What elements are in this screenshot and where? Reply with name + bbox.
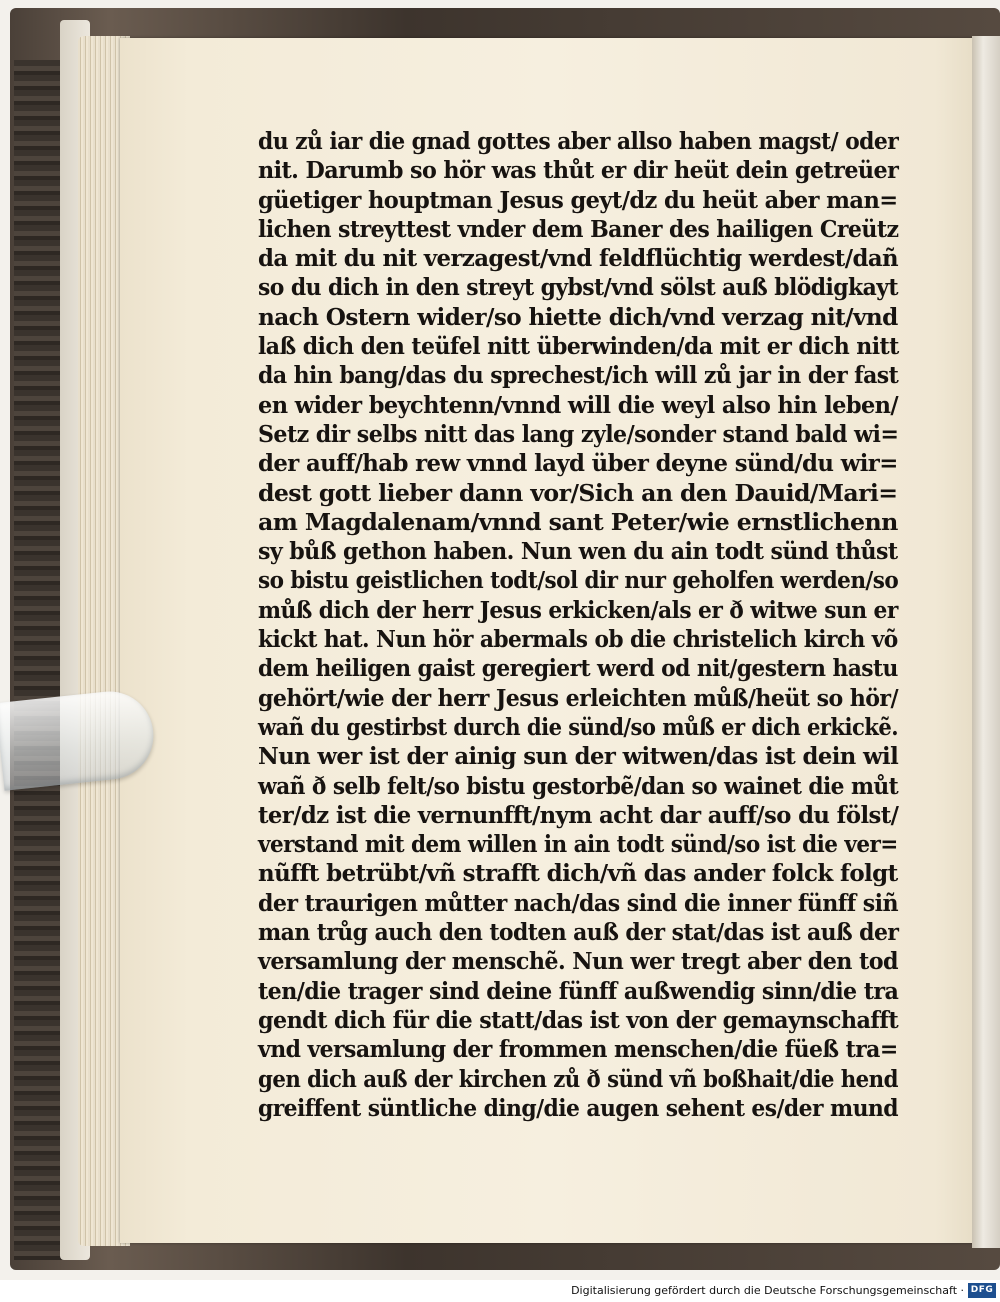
text-line: so du dich in den streyt gybst/vnd sölst auß blödigkayt bbox=[258, 274, 898, 302]
facing-page-edge bbox=[972, 36, 1000, 1248]
text-line: Nun wer ist der ainig sun der witwen/das ist dein wil bbox=[258, 743, 899, 771]
cover-marbled-edge bbox=[14, 60, 64, 1260]
text-line: ter/dz ist die vernunfft/nym acht dar auff/so du fölst/ bbox=[258, 801, 899, 829]
text-line: vnd versamlung der frommen menschen/die füeß tra= bbox=[258, 1036, 898, 1064]
page-text bbox=[258, 127, 898, 1123]
text-line: Setz dir selbs nitt das lang zyle/sonder stand bald wi= bbox=[258, 420, 899, 448]
text-line: greiffent süntliche ding/die augen sehent es/der mund bbox=[258, 1094, 898, 1122]
text-line: kickt hat. Nun hör abermals ob die christelich kirch võ bbox=[258, 626, 898, 654]
text-line: dest gott lieber dann vor/Sich an den Dauid/Mari= bbox=[258, 479, 898, 507]
text-line: ten/die trager sind deine fünff außwendig sinn/die tra bbox=[258, 977, 899, 1005]
text-line: am Magdalenam/vnnd sant Peter/wie ernstlichenn bbox=[258, 508, 898, 536]
text-line: wañ du gestirbst durch die sünd/so můß er dich erkickẽ. bbox=[258, 713, 899, 741]
text-line: güetiger houptman Jesus geyt/dz du heüt aber man= bbox=[258, 186, 898, 214]
text-line: nũfft betrübt/vñ strafft dich/vñ das ander folck folgt bbox=[258, 860, 898, 888]
footer-bar bbox=[0, 1280, 1000, 1302]
text-line: versamlung der menschẽ. Nun wer tregt aber den tod bbox=[258, 948, 898, 976]
text-line: gen dich auß der kirchen zů ð sünd vñ boßhait/die hend bbox=[258, 1065, 898, 1093]
text-line: en wider beychtenn/vnnd will die weyl also hin leben/ bbox=[258, 391, 899, 419]
text-line: du zů iar die gnad gottes aber allso haben magst/ oder bbox=[258, 128, 899, 155]
text-line: der traurigen můtter nach/das sind die inner fünff siñ bbox=[258, 889, 899, 917]
text-line: wañ ð selb felt/so bistu gestorbẽ/dan so wainet die můt bbox=[258, 772, 899, 800]
text-line: laß dich den teüfel nitt überwinden/da mit er dich nitt bbox=[258, 333, 899, 361]
text-line: gehört/wie der herr Jesus erleichten můß/heüt so hör/ bbox=[258, 684, 899, 712]
text-line: man trůg auch den todten auß der stat/das ist auß der bbox=[258, 919, 899, 947]
text-line: da mit du nit verzagest/vnd feldflüchtig werdest/dañ bbox=[258, 245, 899, 273]
text-line: sy bůß gethon haben. Nun wen du ain todt sünd thůst bbox=[258, 538, 898, 566]
text-line: da hin bang/das du sprechest/ich will zů jar in der fast bbox=[258, 362, 899, 390]
text-line: dem heiligen gaist geregiert werd od nit/gestern hastu bbox=[258, 655, 898, 683]
text-line: verstand mit dem willen in ain todt sünd/so ist die ver= bbox=[258, 831, 898, 859]
text-line: lichen streyttest vnder dem Baner des hailigen Creütz bbox=[258, 215, 899, 243]
text-line: můß dich der herr Jesus erkicken/als er ð witwe sun er bbox=[258, 596, 898, 624]
text-line: gendt dich für die statt/das ist von der gemaynschafft bbox=[258, 1006, 899, 1034]
text-line: so bistu geistlichen todt/sol dir nur geholfen werden/so bbox=[258, 567, 899, 595]
digitization-credit: Digitalisierung gefördert durch die Deutsche Forschungsgemeinschaft · bbox=[571, 1284, 964, 1297]
text-line: nit. Darumb so hör was thůt er dir heüt dein getreüer bbox=[258, 157, 899, 185]
text-line: der auff/hab rew vnnd layd über deyne sünd/du wir= bbox=[258, 450, 898, 478]
text-line: nach Ostern wider/so hiette dich/vnd verzag nit/vnd bbox=[258, 303, 898, 331]
dfg-logo-icon: DFG bbox=[968, 1283, 996, 1298]
